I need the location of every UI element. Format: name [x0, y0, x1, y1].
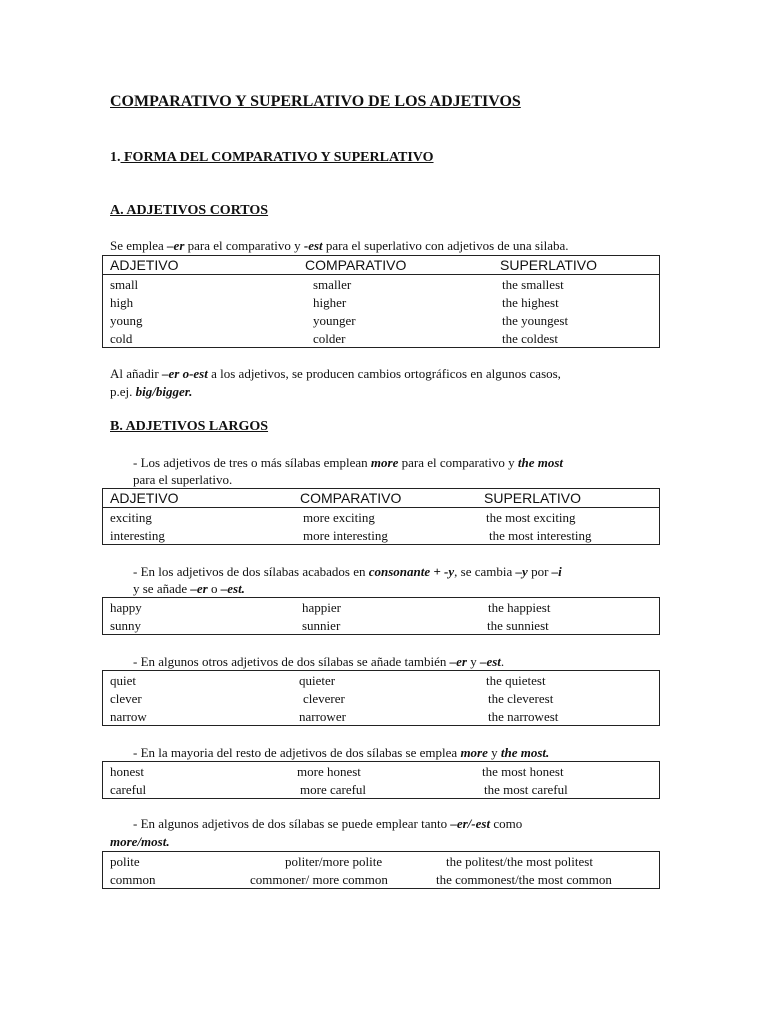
cell-superlative: the commonest/the most common [436, 872, 612, 887]
table-rest-two-syllables [102, 761, 660, 799]
table-row [103, 671, 659, 689]
table-row [103, 526, 659, 544]
table-row [103, 329, 659, 347]
cell-adjective: small [110, 277, 139, 292]
cell-adjective: polite [110, 854, 140, 869]
cell-comparative: happier [302, 600, 341, 615]
header-comparativo: COMPARATIVO [305, 257, 407, 273]
bullet-text: - En los adjetivos de dos sílabas acabados en [133, 564, 369, 579]
bullet-er: –er [190, 581, 208, 596]
table-row [103, 689, 659, 707]
header-superlativo: SUPERLATIVO [500, 257, 597, 273]
intro-text: para el superlativo con adjetivos de una silaba. [322, 238, 569, 253]
bullet-three-syllables [133, 454, 563, 471]
cell-superlative: the happiest [488, 600, 551, 615]
cell-superlative: the narrowest [488, 709, 559, 724]
table-consonant-y [102, 597, 660, 635]
cell-comparative: colder [313, 331, 346, 346]
table-row [103, 311, 659, 329]
cell-superlative: the youngest [502, 313, 569, 328]
cell-comparative: more honest [297, 764, 361, 779]
section-1-number: 1. [110, 150, 121, 165]
note-text: p.ej. [110, 384, 136, 399]
bullet-text: y [487, 745, 501, 760]
table-row [103, 870, 659, 888]
bullet-more: more [370, 455, 399, 470]
table-row [103, 707, 659, 725]
cell-superlative: the most exciting [486, 510, 576, 525]
cell-superlative: the sunniest [487, 618, 549, 633]
cell-adjective: quiet [110, 673, 136, 688]
cell-comparative: younger [313, 313, 356, 328]
note-est: o-est [179, 366, 208, 381]
bullet-text: como [490, 816, 523, 831]
cell-adjective: interesting [110, 528, 165, 543]
bullet-y: –y [515, 564, 528, 579]
bullet-more-most: more/most. [110, 834, 170, 849]
header-adjetivo: ADJETIVO [110, 490, 179, 506]
bullet-more: more [460, 745, 488, 760]
cell-comparative: more interesting [303, 528, 388, 543]
cell-adjective: common [110, 872, 156, 887]
header-comparativo: COMPARATIVO [300, 490, 402, 506]
cell-comparative: sunnier [302, 618, 341, 633]
section-b-heading: B. ADJETIVOS LARGOS [110, 419, 269, 434]
bullet-both-forms [133, 815, 522, 832]
table-other-two-syllables [102, 670, 660, 726]
note-text: Al añadir [110, 366, 162, 381]
section-a-note-line2 [110, 383, 192, 400]
table-row [103, 598, 659, 616]
bullet-consonant-y [133, 563, 562, 580]
cell-superlative: the politest/the most politest [446, 854, 593, 869]
bullet-three-syllables-cont: para el superlativo. [133, 472, 233, 487]
header-superlativo: SUPERLATIVO [484, 490, 581, 506]
bullet-text: por [527, 564, 552, 579]
bullet-text: - En algunos otros adjetivos de dos sílabas se añade también [133, 654, 450, 669]
table-long-adjectives [102, 488, 660, 545]
table-short-adjectives [102, 255, 660, 348]
table-row [103, 762, 659, 780]
cell-adjective: happy [110, 600, 142, 615]
cell-superlative: the highest [502, 295, 559, 310]
cell-adjective: sunny [110, 618, 142, 633]
section-a-heading: A. ADJETIVOS CORTOS [110, 203, 269, 218]
bullet-text: - En la mayoria del resto de adjetivos de dos sílabas se emplea [133, 745, 461, 760]
cell-comparative: politer/more polite [285, 854, 383, 869]
cell-comparative: more careful [300, 782, 367, 797]
table-row [103, 616, 659, 634]
note-example: big/bigger. [135, 384, 193, 399]
table-row [103, 275, 659, 293]
cell-comparative: quieter [299, 673, 336, 688]
bullet-est: –est. [220, 581, 245, 596]
section-1-heading [110, 149, 434, 166]
bullet-i: –i [551, 564, 562, 579]
cell-adjective: high [110, 295, 134, 310]
table-both-forms [102, 851, 660, 889]
bullet-other-two-syllables [133, 653, 504, 670]
cell-comparative: more exciting [303, 510, 375, 525]
cell-adjective: cold [110, 331, 133, 346]
cell-adjective: clever [110, 691, 142, 706]
cell-superlative: the most honest [482, 764, 564, 779]
document-title: COMPARATIVO Y SUPERLATIVO DE LOS ADJETIVOS [110, 93, 521, 110]
cell-superlative: the coldest [502, 331, 558, 346]
intro-est: -est [303, 238, 323, 253]
table-row [103, 293, 659, 311]
intro-er: –er [167, 238, 185, 253]
cell-superlative: the most careful [484, 782, 568, 797]
cell-comparative: narrower [299, 709, 346, 724]
bullet-text: y [466, 654, 480, 669]
bullet-text: para el comparativo y [398, 455, 518, 470]
section-a-intro [110, 237, 569, 254]
cell-comparative: higher [313, 295, 347, 310]
bullet-text: , se cambia [454, 564, 516, 579]
bullet-text: o [207, 581, 221, 596]
bullet-er: –er [449, 654, 467, 669]
bullet-text: . [500, 654, 505, 669]
table-header-row [103, 489, 659, 508]
header-adjetivo: ADJETIVO [110, 257, 179, 273]
bullet-the-most: the most [517, 455, 564, 470]
bullet-est: –est [479, 654, 501, 669]
cell-superlative: the most interesting [489, 528, 592, 543]
bullet-both-forms-cont [110, 833, 170, 850]
note-text: a los adjetivos, se producen cambios ortográficos en algunos casos, [207, 366, 561, 381]
cell-comparative: commoner/ more common [250, 872, 388, 887]
bullet-consonant-y-rule: consonante + -y [368, 564, 455, 579]
table-row [103, 852, 659, 870]
cell-comparative: cleverer [303, 691, 345, 706]
table-row [103, 780, 659, 798]
table-header-row [103, 256, 659, 275]
cell-comparative: smaller [313, 277, 352, 292]
cell-adjective: exciting [110, 510, 152, 525]
bullet-the-most: the most. [500, 745, 550, 760]
cell-superlative: the cleverest [488, 691, 554, 706]
cell-adjective: honest [110, 764, 144, 779]
bullet-text: - En algunos adjetivos de dos sílabas se puede emplear tanto [133, 816, 451, 831]
bullet-consonant-y-cont [133, 580, 245, 597]
intro-text: Se emplea [110, 238, 168, 253]
cell-adjective: careful [110, 782, 147, 797]
cell-superlative: the smallest [502, 277, 564, 292]
table-row [103, 508, 659, 526]
intro-text: para el comparativo y [184, 238, 304, 253]
bullet-text: y se añade [133, 581, 191, 596]
bullet-text: - Los adjetivos de tres o más sílabas emplean [133, 455, 371, 470]
cell-adjective: young [110, 313, 143, 328]
note-er: –er [161, 366, 180, 381]
section-a-note-line1 [110, 365, 561, 382]
bullet-rest-two-syllables [133, 744, 549, 761]
cell-adjective: narrow [110, 709, 147, 724]
cell-superlative: the quietest [486, 673, 546, 688]
bullet-er-est: –er/-est [450, 816, 491, 831]
section-1-title: FORMA DEL COMPARATIVO Y SUPERLATIVO [120, 150, 434, 165]
